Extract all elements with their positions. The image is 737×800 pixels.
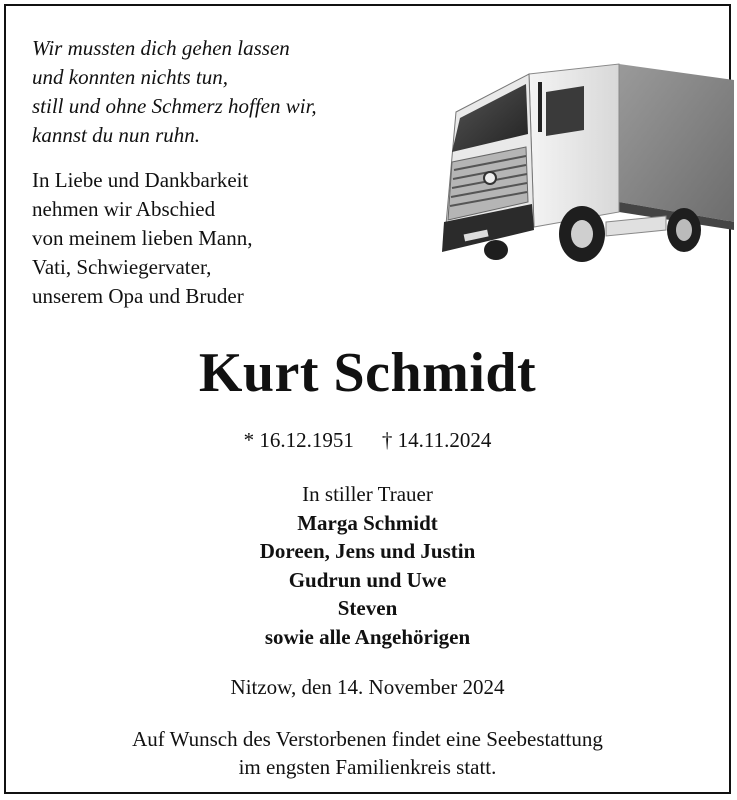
poem-line: kannst du nun ruhn. — [32, 123, 200, 147]
farewell-line: In Liebe und Dankbarkeit — [32, 168, 249, 192]
truck-icon — [434, 52, 734, 282]
farewell-line: von meinem lieben Mann, — [32, 226, 253, 250]
poem-line: still und ohne Schmerz hoffen wir, — [32, 94, 317, 118]
poem-line: Wir mussten dich gehen lassen — [32, 36, 290, 60]
farewell-line: Vati, Schwiegervater, — [32, 255, 212, 279]
mourners — [6, 480, 729, 651]
deceased-name: Kurt Schmidt — [198, 342, 537, 404]
farewell-line: unserem Opa und Bruder — [32, 284, 244, 308]
birth-date: * 16.12.1951 — [243, 428, 354, 452]
burial-note-line: Auf Wunsch des Verstorbenen findet eine Seebestattung — [132, 727, 603, 751]
poem-line: und konnten nichts tun, — [32, 65, 228, 89]
life-dates — [6, 426, 729, 454]
mourner-name: Gudrun und Uwe — [288, 567, 447, 592]
farewell-text — [32, 166, 392, 311]
poem — [32, 34, 412, 150]
burial-note-line: im engsten Familienkreis statt. — [238, 755, 497, 779]
death-date: † 14.11.2024 — [381, 428, 492, 452]
place-date: Nitzow, den 14. November 2024 — [230, 675, 505, 699]
mourner-name: Doreen, Jens und Justin — [259, 539, 476, 563]
mourner-name: sowie alle Angehörigen — [264, 624, 471, 649]
obituary-notice — [4, 4, 731, 794]
mourners-intro: In stiller Trauer — [302, 482, 433, 506]
mourner-name: Marga Schmidt — [297, 510, 438, 535]
farewell-line: nehmen wir Abschied — [32, 197, 216, 221]
burial-note — [6, 725, 729, 781]
mourner-name: Steven — [337, 596, 398, 620]
